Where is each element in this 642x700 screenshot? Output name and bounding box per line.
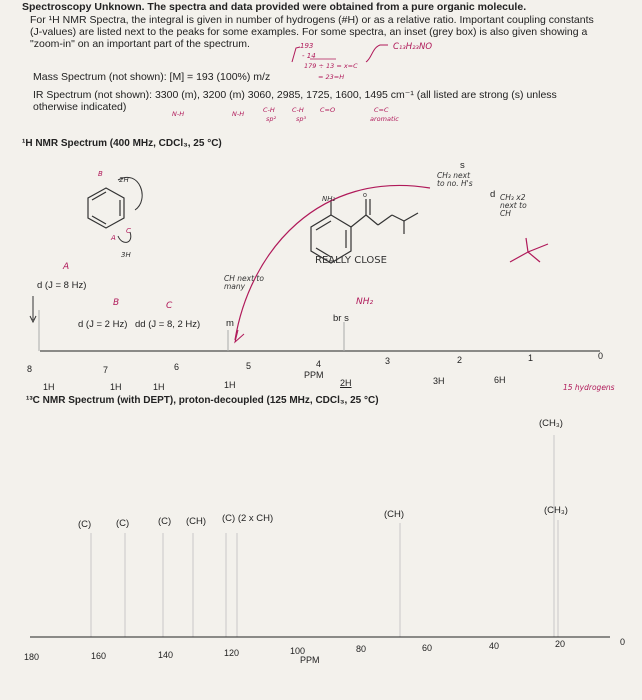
cnmr-tick-140: 140 (158, 650, 174, 660)
peak-d-note: CH₃ x2 next to CH (500, 193, 527, 218)
mass-bracket (292, 47, 300, 62)
ir-note-co: C=O (320, 106, 336, 114)
structure-nh2-ketone (311, 199, 418, 266)
peak-c-label: dd (J = 8, 2 Hz) (135, 319, 201, 330)
peak-m-note: CH next to many (224, 274, 264, 291)
cnmr-tick-60: 60 (422, 643, 433, 653)
note-h-count: = 23=H (318, 73, 345, 81)
cnmr-tick-0: 0 (620, 637, 626, 647)
peak-b-letter: B (113, 298, 120, 308)
peak-a-letter: A (63, 262, 70, 272)
cnmr-peak-label-2: (C) (116, 518, 130, 529)
hnmr-tick-4: 4 (316, 359, 322, 369)
cnmr-peak-label-5: (C) (2 x CH) (222, 513, 274, 524)
integral-7: 6H (494, 375, 506, 385)
structure-b: B (98, 170, 103, 178)
intro-line-4: "zoom-in" on an important part of the spectrum. (30, 38, 250, 50)
ir-note-nh-1: N-H (172, 110, 185, 118)
hnmr-tick-0: 0 (598, 351, 604, 361)
cnmr-tick-160: 160 (91, 651, 107, 661)
integral-2: 1H (110, 382, 122, 392)
integral-6: 3H (433, 376, 445, 386)
cnmr-title: ¹³C NMR Spectrum (with DEPT), proton-decoupled (125 MHz, CDCl₃, 25 °C) (26, 395, 379, 406)
really-close-note: REALLY CLOSE (315, 255, 387, 266)
cnmr-axis-label: PPM (300, 655, 320, 665)
cnmr-peak-label-7: (CH₃) (539, 418, 563, 429)
note-formula: C₁₃H₂₃NO (393, 42, 433, 52)
hnmr-tick-6: 6 (174, 362, 180, 372)
cnmr-tick-180: 180 (24, 652, 40, 662)
ir-line-2: otherwise indicated) (33, 101, 127, 113)
note-minus-14: - 14 (302, 52, 316, 60)
peak-a-label: d (J = 8 Hz) (37, 280, 87, 291)
isopropyl-sketch (510, 238, 548, 262)
cnmr-tick-20: 20 (555, 639, 566, 649)
structure-nh2: NH₂ (322, 195, 336, 203)
hnmr-tick-2: 2 (457, 355, 463, 365)
hnmr-tick-1: 1 (528, 353, 534, 363)
ir-note-ch-sp3: C-H (292, 106, 304, 114)
cnmr-tick-100: 100 (290, 646, 306, 656)
ir-note-nh-2: N-H (232, 110, 245, 118)
ir-note-sp3: sp³ (296, 115, 307, 123)
peak-s-note: CH₃ next to no. H's (437, 171, 473, 188)
integral-5: 2H (340, 378, 352, 388)
ir-note-ch-sp2: C-H (263, 106, 275, 114)
hnmr-tick-3: 3 (385, 356, 391, 366)
cnmr-peak-label-4: (CH) (186, 516, 207, 527)
note-calc: 179 ÷ 13 = x=C (304, 62, 358, 70)
peak-c-letter: C (166, 301, 173, 311)
cnmr-tick-120: 120 (224, 648, 240, 658)
mass-integral-squiggle (366, 45, 388, 62)
structure-2h-note: 2H (119, 176, 129, 184)
mass-spectrum-text: Mass Spectrum (not shown): [M] = 193 (100%) m/z (33, 71, 271, 83)
peak-d-label: d (490, 189, 496, 200)
ir-line-1: IR Spectrum (not shown): 3300 (m), 3200 (m) 3060, 2985, 1725, 1600, 1495 cm⁻¹ (all listed are strong (s) unless (33, 89, 557, 101)
hnmr-tick-5: 5 (246, 361, 252, 371)
total-hydrogens-note: 15 hydrogens (563, 383, 615, 392)
note-193: 193 (300, 42, 314, 50)
hnmr-tick-7: 7 (103, 365, 109, 375)
problem-title: Spectroscopy Unknown. The spectra and data provided were obtained from a pure organic molecule. (22, 1, 527, 13)
peak-nh2-note: NH₂ (356, 297, 374, 307)
hnmr-axis-label: PPM (304, 370, 324, 380)
ir-note-aromatic: aromatic (370, 115, 399, 123)
ir-note-cc: C=C (374, 106, 389, 114)
structure-a-b-c (88, 188, 124, 228)
ketone-o: o (363, 192, 367, 199)
hnmr-title: ¹H NMR Spectrum (400 MHz, CDCl₃, 25 °C) (22, 138, 222, 149)
intro-line-3: (J-values) are listed next to the peaks for some examples. For some spectra, an inset (grey box) is also given showing a (30, 26, 588, 38)
cnmr-peak-label-6: (CH) (384, 509, 405, 520)
integral-1: 1H (43, 382, 55, 392)
integral-3: 1H (153, 382, 165, 392)
structure-a: A (111, 234, 116, 242)
hnmr-tick-8: 8 (27, 364, 33, 374)
peak-brs-label: br s (333, 313, 349, 324)
peak-s-label: s (460, 160, 465, 171)
cnmr-peak-label-8: (CH₃) (544, 505, 568, 516)
peak-m-label: m (226, 318, 234, 329)
cnmr-tick-40: 40 (489, 641, 500, 651)
ir-note-sp2: sp² (266, 115, 277, 123)
cnmr-peaks (91, 435, 558, 637)
cnmr-tick-80: 80 (356, 644, 367, 654)
integral-4: 1H (224, 380, 236, 390)
peak-b-label: d (J = 2 Hz) (78, 319, 128, 330)
cnmr-peak-label-3: (C) (158, 516, 172, 527)
structure-c: C (126, 227, 131, 235)
intro-line-2: For ¹H NMR Spectra, the integral is given in number of hydrogens (#H) or as a relative ratio. Important coupling constants (30, 14, 594, 26)
structure-3h-note: 3H (121, 251, 131, 259)
cnmr-peak-label-1: (C) (78, 519, 92, 530)
